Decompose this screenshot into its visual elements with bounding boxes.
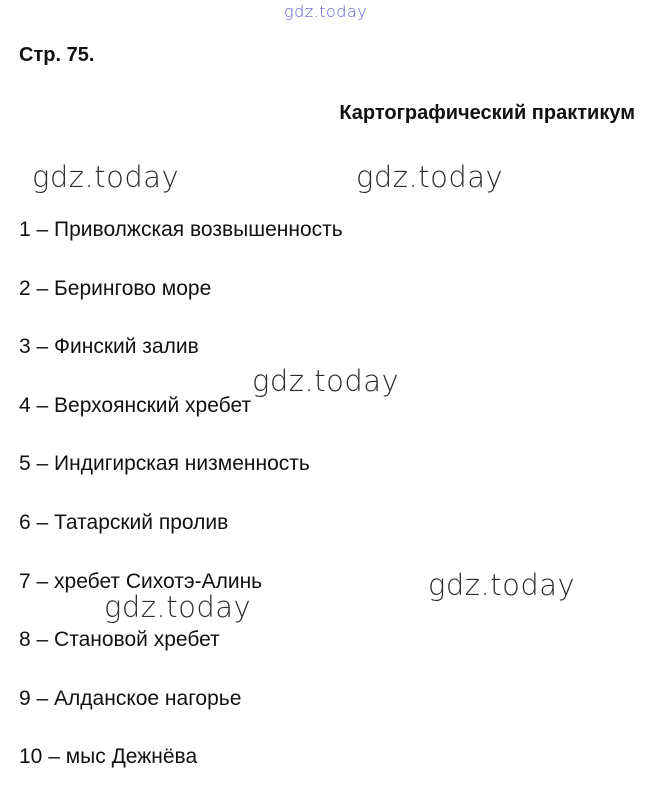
list-item: 3 – Финский залив (19, 335, 199, 359)
list-item: 9 – Алданское нагорье (19, 686, 242, 710)
watermark-top: gdz.today (284, 2, 368, 21)
watermark: gdz.today (252, 364, 400, 398)
watermark: gdz.today (356, 160, 504, 194)
list-item: 8 – Становой хребет (19, 628, 220, 652)
watermark: gdz.today (32, 160, 180, 194)
section-title: Картографический практикум (339, 102, 635, 124)
watermark: gdz.today (104, 590, 252, 624)
list-item: 10 – мыс Дежнёва (19, 745, 198, 769)
watermark: gdz.today (428, 568, 576, 602)
list-item: 6 – Татарский пролив (19, 510, 229, 534)
list-item: 2 – Берингово море (19, 276, 212, 300)
list-item: 5 – Индигирская низменность (19, 452, 310, 476)
answer-list (19, 216, 343, 802)
list-item: 7 – хребет Сихотэ-Алинь (19, 569, 263, 593)
list-item: 4 – Верхоянский хребет (19, 393, 252, 417)
page-title: Стр. 75. (19, 44, 95, 66)
list-item: 1 – Приволжская возвышенность (19, 218, 343, 241)
